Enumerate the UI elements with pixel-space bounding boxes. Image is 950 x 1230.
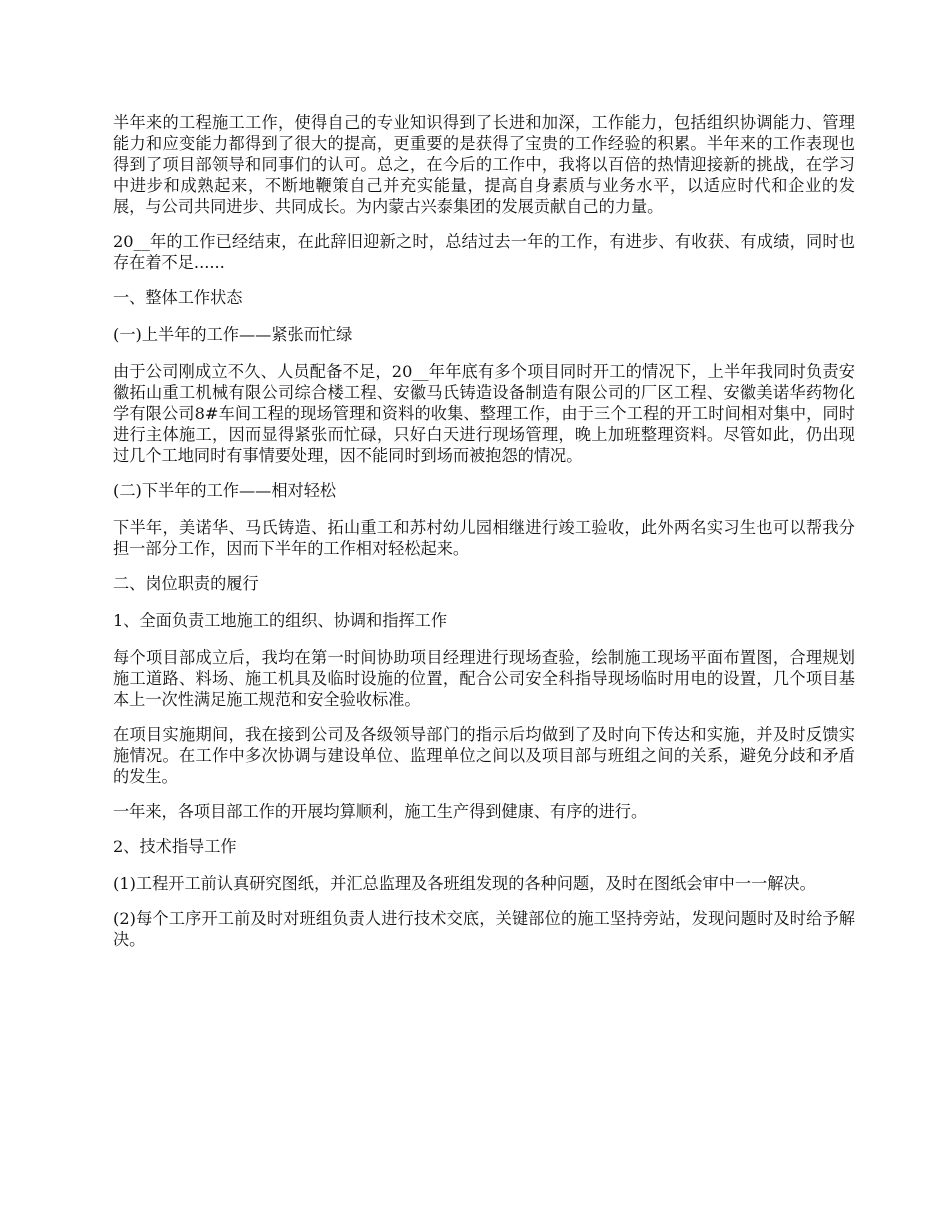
paragraph-technical-briefing: (2)每个工序开工前及时对班组负责人进行技术交底，关键部位的施工坚持旁站，发现问题时及时给予解决。 (113, 909, 855, 949)
subheading-organization: 1、全面负责工地施工的组织、协调和指挥工作 (113, 611, 448, 630)
subheading-technical-guidance: 2、技术指导工作 (113, 837, 237, 856)
subheading-first-half: (一)上半年的工作——紧张而忙绿 (113, 325, 353, 344)
document-page (113, 112, 855, 964)
paragraph-coordination: 在项目实施期间，我在接到公司及各级领导部门的指示后均做到了及时向下传达和实施，并及时反馈实施情况。在工作中多次协调与建设单位、监理单位之间以及项目部与班组之间的关系，避免分歧和矛盾的发生。 (113, 725, 855, 786)
paragraph-second-half-detail: 下半年，美诺华、马氏铸造、拓山重工和苏村幼儿园相继进行竣工验收，此外两名实习生也可以帮我分担一部分工作，因而下半年的工作相对轻松起来。 (113, 518, 855, 558)
paragraph-summary-half-year: 半年来的工程施工工作，使得自己的专业知识得到了长进和加深，工作能力，包括组织协调能力、管理能力和应变能力都得到了很大的提高，更重要的是获得了宝贵的工作经验的积累。半年来的工作表现也得到了项目部领导和同事们的认可。总之，在今后的工作中，我将以百倍的热情迎接新的挑战，在学习中进步和成熟起来，不断地鞭策自己并充实能量，提高自身素质与业务水平，以适应时代和企业的发展，与公司共同进步、共同成长。为内蒙古兴泰集团的发展贡献自己的力量。 (113, 113, 855, 216)
subheading-second-half: (二)下半年的工作——相对轻松 (113, 481, 337, 500)
paragraph-first-half-detail: 由于公司刚成立不久、人员配备不足，20__年年底有多个项目同时开工的情况下，上半年我同时负责安徽拓山重工机械有限公司综合楼工程、安徽马氏铸造设备制造有限公司的厂区工程、安徽美诺华药物化学有限公司8#车间工程的现场管理和资料的收集、整理工作，由于三个工程的开工时间相对集中，同时进行主体施工，因而显得紧张而忙碌，只好白天进行现场管理，晚上加班整理资料。尽管如此，仍出现过几个工地同时有事情要处理，因不能同时到场而被抱怨的情况。 (113, 362, 855, 465)
section-heading-overall-status: 一、整体工作状态 (113, 288, 243, 307)
paragraph-year-end-intro: 20__年的工作已经结束，在此辞旧迎新之时，总结过去一年的工作，有进步、有收获、有成绩，同时也存在着不足...... (113, 232, 855, 272)
paragraph-site-setup: 每个项目部成立后，我均在第一时间协助项目经理进行现场查验，绘制施工现场平面布置图，合理规划施工道路、料场、施工机具及临时设施的位置，配合公司安全科指导现场临时用电的设置，几个项目基本上一次性满足施工规范和安全验收标准。 (113, 648, 855, 709)
paragraph-drawing-review: (1)工程开工前认真研究图纸，并汇总监理及各班组发现的各种问题，及时在图纸会审中一一解决。 (113, 874, 816, 893)
paragraph-year-result: 一年来，各项目部工作的开展均算顺利，施工生产得到健康、有序的进行。 (113, 802, 648, 821)
section-heading-duties: 二、岗位职责的履行 (113, 574, 259, 593)
